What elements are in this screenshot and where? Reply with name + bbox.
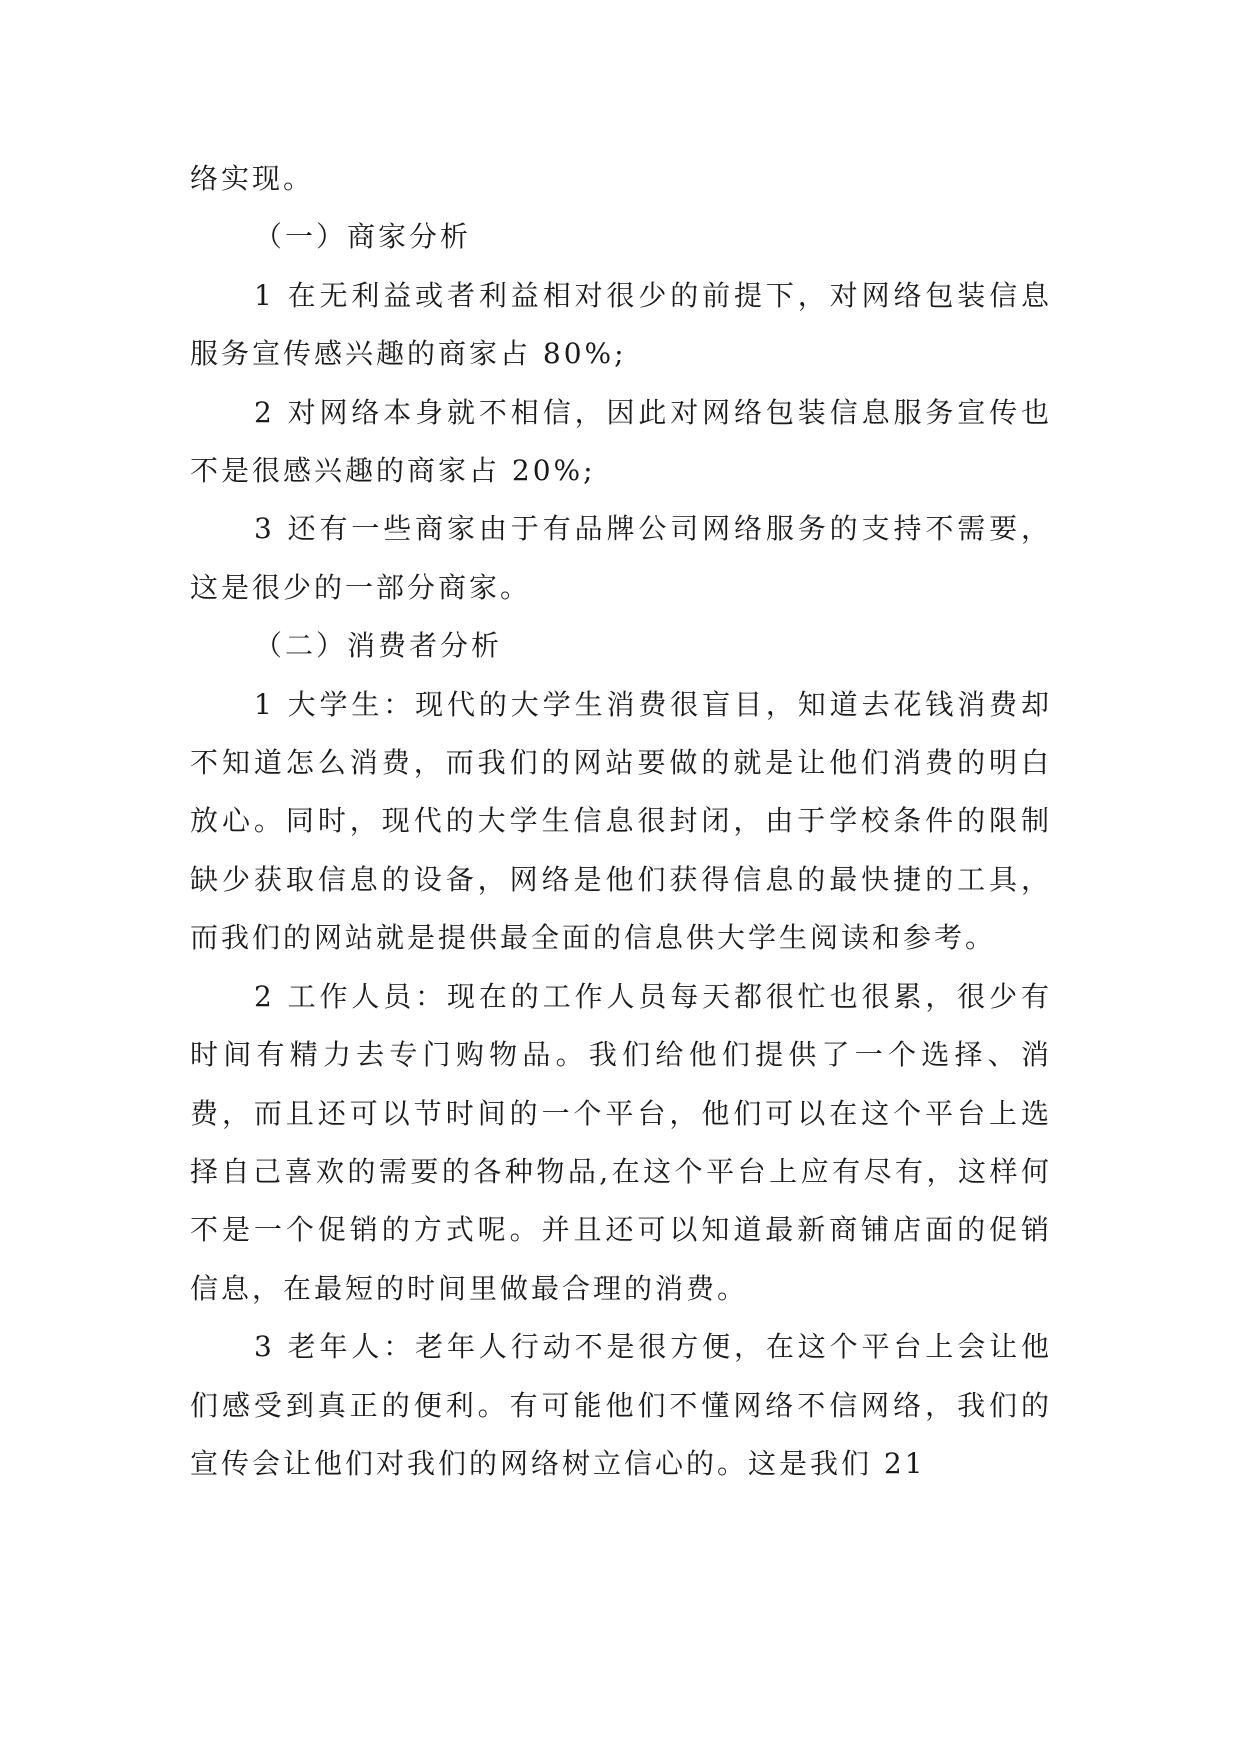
merchant-item-3: 3 还有一些商家由于有品牌公司网络服务的支持不需要，这是很少的一部分商家。	[190, 512, 1052, 604]
consumer-item-workers: 2 工作人员：现在的工作人员每天都很忙也很累，很少有时间有精力去专门购物品。我们给他们提供了一个选择、消费，而且还可以节时间的一个平台，他们可以在这个平台上选择自己喜欢的需要的各种物品,在这个平台上应有尽有，这样何不是一个促销的方式呢。并且还可以知道最新商铺店面的促销信息，在最短的时间里做最合理的消费。	[190, 979, 1052, 1305]
paragraph-continuation: 络实现。	[190, 162, 315, 195]
merchant-item-1: 1 在无利益或者利益相对很少的前提下，对网络包装信息服务宣传感兴趣的商家占 80%;	[190, 278, 1052, 371]
document-body	[190, 150, 1052, 1493]
merchant-item-2: 2 对网络本身就不相信，因此对网络包装信息服务宣传也不是很感兴趣的商家占 20%;	[190, 395, 1052, 488]
section-heading-merchant-analysis: （一）商家分析	[254, 220, 472, 254]
consumer-item-students: 1 大学生：现代的大学生消费很盲目，知道去花钱消费却不知道怎么消费，而我们的网站要做的就是让他们消费的明白放心。同时，现代的大学生信息很封闭，由于学校条件的限制缺少获取信息的设备，网络是他们获得信息的最快捷的工具，而我们的网站就是提供最全面的信息供大学生阅读和参考。	[190, 687, 1052, 955]
consumer-item-elderly: 3 老年人：老年人行动不是很方便，在这个平台上会让他们感受到真正的便利。有可能他们不懂网络不信网络，我们的宣传会让他们对我们的网络树立信心的。这是我们 21	[190, 1330, 1052, 1480]
section-heading-consumer-analysis: （二）消费者分析	[254, 629, 503, 663]
